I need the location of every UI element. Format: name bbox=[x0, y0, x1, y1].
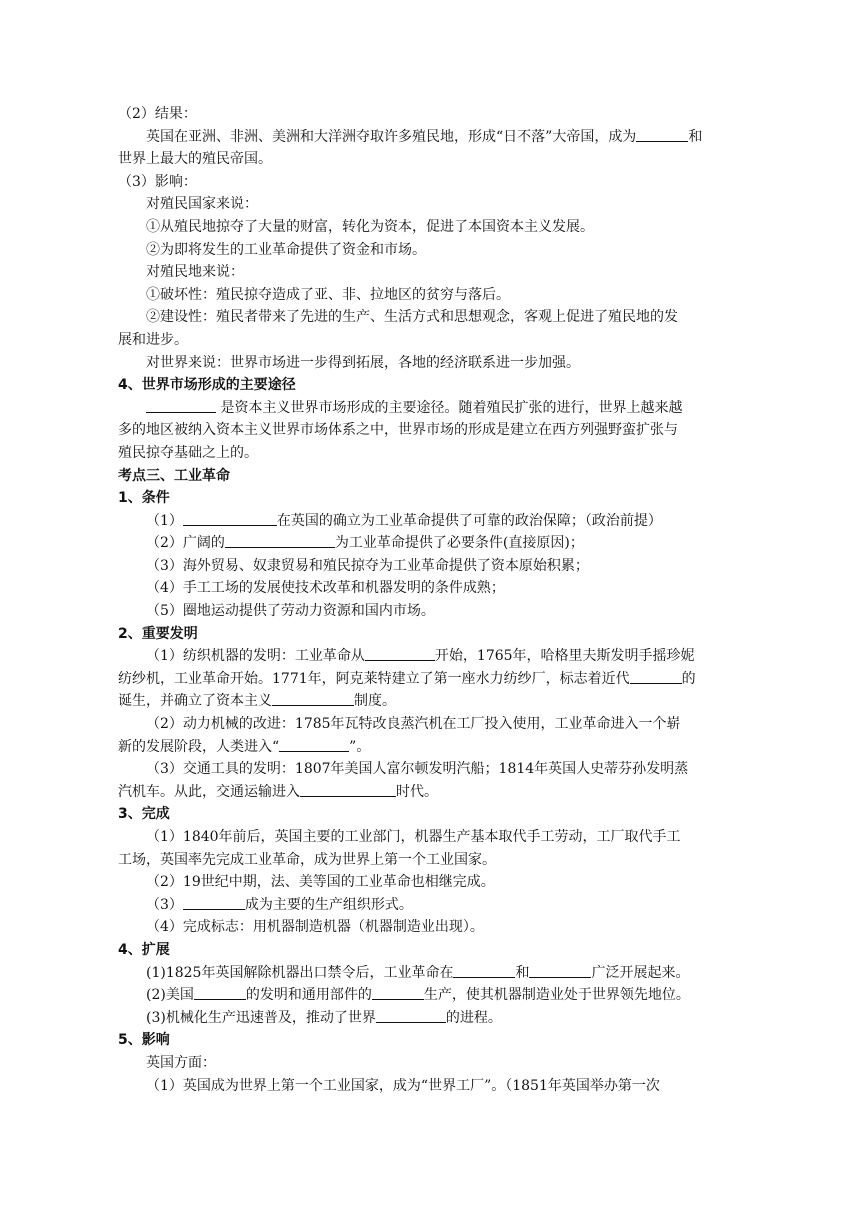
colonizer-point-2: ②为即将发生的工业革命提供了资金和市场。 bbox=[146, 241, 426, 258]
section-heading: 4、世界市场形成的主要途径 bbox=[118, 377, 296, 394]
fill-blank[interactable] bbox=[183, 895, 245, 910]
completion-4: （4）完成标志：用机器制造机器（机器制造业出现）。 bbox=[146, 919, 484, 936]
impact-label: （3）影响： bbox=[118, 173, 197, 190]
fill-blank[interactable] bbox=[146, 398, 216, 413]
completion-2: （2）19世纪中期，法、美等国的工业革命也相继完成。 bbox=[146, 874, 495, 891]
document-body bbox=[118, 103, 734, 1097]
fill-blank[interactable] bbox=[636, 127, 688, 142]
impact-uk-1: （1）英国成为世界上第一个工业国家，成为“世界工厂”。（1851年英国举办第一次 bbox=[146, 1077, 660, 1094]
invention-2: （2）动力机械的改进：1785年瓦特改良蒸汽机在工厂投入使用，工业革命进入一个崭 bbox=[146, 716, 681, 733]
invention-1-cont: 纺纱机，工业革命开始。1771年，阿克莱特建立了第一座水力纺纱厂，标志着近代 的 bbox=[118, 670, 696, 687]
result-label: （2）结果： bbox=[118, 106, 197, 122]
extension-3: (3)机械化生产迅速普及，推动了世界 的进程。 bbox=[146, 1009, 502, 1026]
fill-blank[interactable] bbox=[453, 963, 515, 978]
section-heading: 4、扩展 bbox=[118, 941, 170, 958]
fill-blank[interactable] bbox=[376, 1008, 446, 1023]
fill-blank[interactable] bbox=[194, 985, 246, 1000]
market-text-cont: 殖民掠夺基础之上的。 bbox=[118, 444, 258, 461]
colonizer-point-1: ①从殖民地掠夺了大量的财富，转化为资本，促进了本国资本主义发展。 bbox=[146, 218, 594, 235]
fill-blank[interactable] bbox=[630, 669, 682, 684]
invention-2-cont: 新的发展阶段，人类进入“ ”。 bbox=[118, 738, 371, 755]
fill-blank[interactable] bbox=[365, 646, 435, 661]
fill-blank[interactable] bbox=[279, 737, 349, 752]
fill-blank[interactable] bbox=[183, 511, 277, 526]
completion-1-cont: 工场，英国率先完成工业革命，成为世界上第一个工业国家。 bbox=[118, 851, 496, 868]
result-text-cont: 世界上最大的殖民帝国。 bbox=[118, 151, 272, 168]
fill-blank[interactable] bbox=[300, 782, 396, 797]
invention-3: （3）交通工具的发明：1807年美国人富尔顿发明汽船；1814年英国人史蒂芬孙发明蒸 bbox=[146, 761, 689, 778]
condition-1: （1） 在英国的确立为工业革命提供了可靠的政治保障；（政治前提） bbox=[146, 512, 662, 529]
impact-uk-label: 英国方面： bbox=[146, 1054, 216, 1071]
condition-4: （4）手工工场的发展使技术改革和机器发明的条件成熟； bbox=[146, 580, 505, 597]
market-text: 是资本主义世界市场形成的主要途径。随着殖民扩张的进行，世界上越来越 bbox=[118, 397, 734, 420]
condition-2: （2）广阔的 为工业革命提供了必要条件(直接原因)； bbox=[146, 535, 584, 552]
colony-point-2-cont: 展和进步。 bbox=[118, 331, 188, 348]
condition-3: （3）海外贸易、奴隶贸易和殖民掠夺为工业革命提供了资本原始积累； bbox=[146, 557, 589, 574]
colonizer-label: 对殖民国家来说： bbox=[146, 196, 258, 213]
colony-point-1: ①破坏性：殖民掠夺造成了亚、非、拉地区的贫穷与落后。 bbox=[146, 286, 510, 303]
invention-1: （1）纺织机器的发明：工业革命从 开始，1765年，哈格里夫斯发明手摇珍妮 bbox=[146, 648, 695, 665]
fill-blank[interactable] bbox=[272, 691, 354, 706]
fill-blank[interactable] bbox=[529, 963, 591, 978]
section-heading: 1、条件 bbox=[118, 490, 170, 507]
completion-3: （3） 成为主要的生产组织形式。 bbox=[146, 896, 413, 913]
topic-heading: 考点三、工业革命 bbox=[118, 467, 230, 484]
extension-2: (2)美国 的发明和通用部件的 生产，使其机器制造业处于世界领先地位。 bbox=[146, 987, 690, 1004]
result-text: 英国在亚洲、非洲、美洲和大洋洲夺取许多殖民地，形成“日不落”大帝国，成为 和 bbox=[146, 128, 703, 145]
condition-5: （5）圈地运动提供了劳动力资源和国内市场。 bbox=[146, 603, 435, 620]
market-text-cont: 多的地区被纳入资本主义世界市场体系之中，世界市场的形成是建立在西方列强野蛮扩张与 bbox=[118, 422, 678, 439]
invention-1-cont: 诞生，并确立了资本主义 制度。 bbox=[118, 693, 396, 710]
section-heading: 2、重要发明 bbox=[118, 625, 198, 642]
section-heading: 3、完成 bbox=[118, 806, 170, 823]
colony-label: 对殖民地来说： bbox=[146, 264, 244, 281]
world-impact: 对世界来说：世界市场进一步得到拓展，各地的经济联系进一步加强。 bbox=[146, 354, 580, 371]
fill-blank[interactable] bbox=[372, 985, 424, 1000]
invention-3-cont: 汽机车。从此，交通运输进入 时代。 bbox=[118, 783, 438, 800]
fill-blank[interactable] bbox=[225, 533, 335, 548]
colony-point-2: ②建设性：殖民者带来了先进的生产、生活方式和思想观念，客观上促进了殖民地的发 bbox=[146, 309, 678, 326]
completion-1: （1）1840年前后，英国主要的工业部门，机器生产基本取代手工劳动，工厂取代手工 bbox=[146, 829, 681, 845]
section-heading: 5、影响 bbox=[118, 1032, 170, 1049]
extension-1: (1)1825年英国解除机器出口禁令后，工业革命在 和 广泛开展起来。 bbox=[146, 964, 690, 981]
